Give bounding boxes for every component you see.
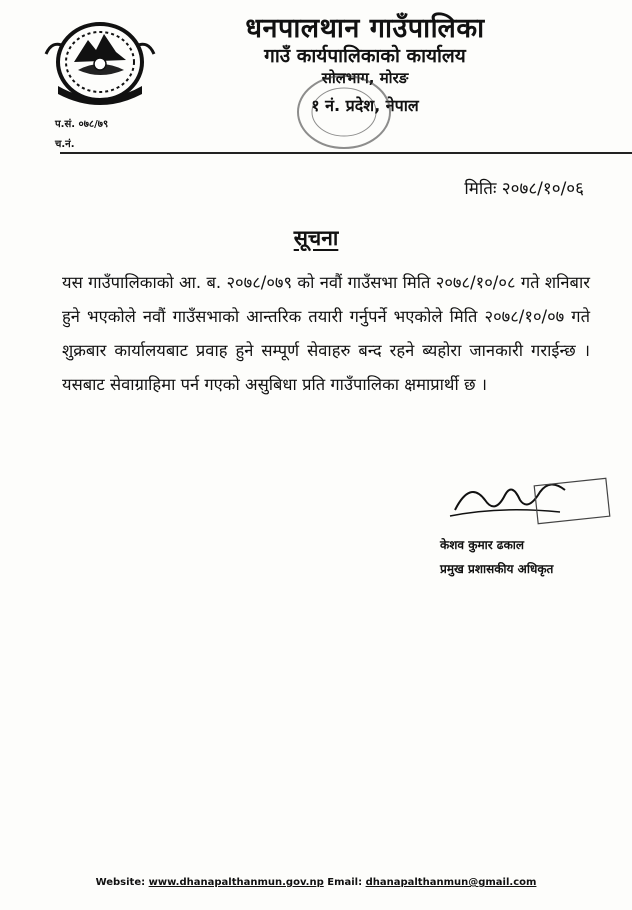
letter-number: प.सं. ०७८/७९	[55, 119, 109, 130]
signatory-name: केशव कुमार ढकाल	[440, 538, 525, 552]
signatory-designation: प्रमुख प्रशासकीय अधिकृत	[440, 562, 554, 576]
email-link[interactable]: dhanapalthanmun@gmail.com	[365, 877, 537, 888]
notice-body: यस गाउँपालिकाको आ. ब. २०७८/०७९ को नवौं गाउँसभा मिति २०७८/१०/०८ गते शनिबार हुने भएकोले नवौं गाउँसभाको आन्तरिक तयारी गर्नुपर्ने भएकोले मिति २०७८/१०/०७ गते शुक्रबार कार्यालयबाट प्रवाह हुने सम्पूर्ण सेवाहरु बन्द रहने ब्यहोरा जानकारी गराईन्छ । यसबाट सेवाग्राहिमा पर्न गएको असुबिधा प्रति गाउँपालिका क्षमाप्रार्थी छ ।	[62, 273, 590, 394]
dispatch-number: च.नं.	[55, 139, 75, 150]
office-subtitle: गाउँ कार्यपालिकाको कार्यालय	[264, 45, 466, 67]
website-link[interactable]: www.dhanapalthanmun.gov.np	[148, 877, 324, 888]
notice-title-text: सूचना	[293, 226, 339, 250]
footer-contact	[0, 877, 632, 888]
notice-title	[0, 224, 632, 252]
website-label: Website:	[95, 877, 146, 888]
office-location: सोलभाग, मोरङ	[321, 69, 409, 87]
office-name: धनपालथान गाउँपालिका	[245, 13, 485, 44]
email-label: Email:	[327, 877, 363, 888]
notice-date: मितिः २०७८/१०/०६	[464, 179, 584, 199]
nepal-emblem-icon	[38, 14, 158, 114]
office-province: १ नं. प्रदेश, नेपाल	[311, 96, 419, 115]
office-stamp-icon	[292, 70, 397, 155]
signature-icon	[440, 470, 615, 540]
header-divider	[60, 152, 632, 154]
